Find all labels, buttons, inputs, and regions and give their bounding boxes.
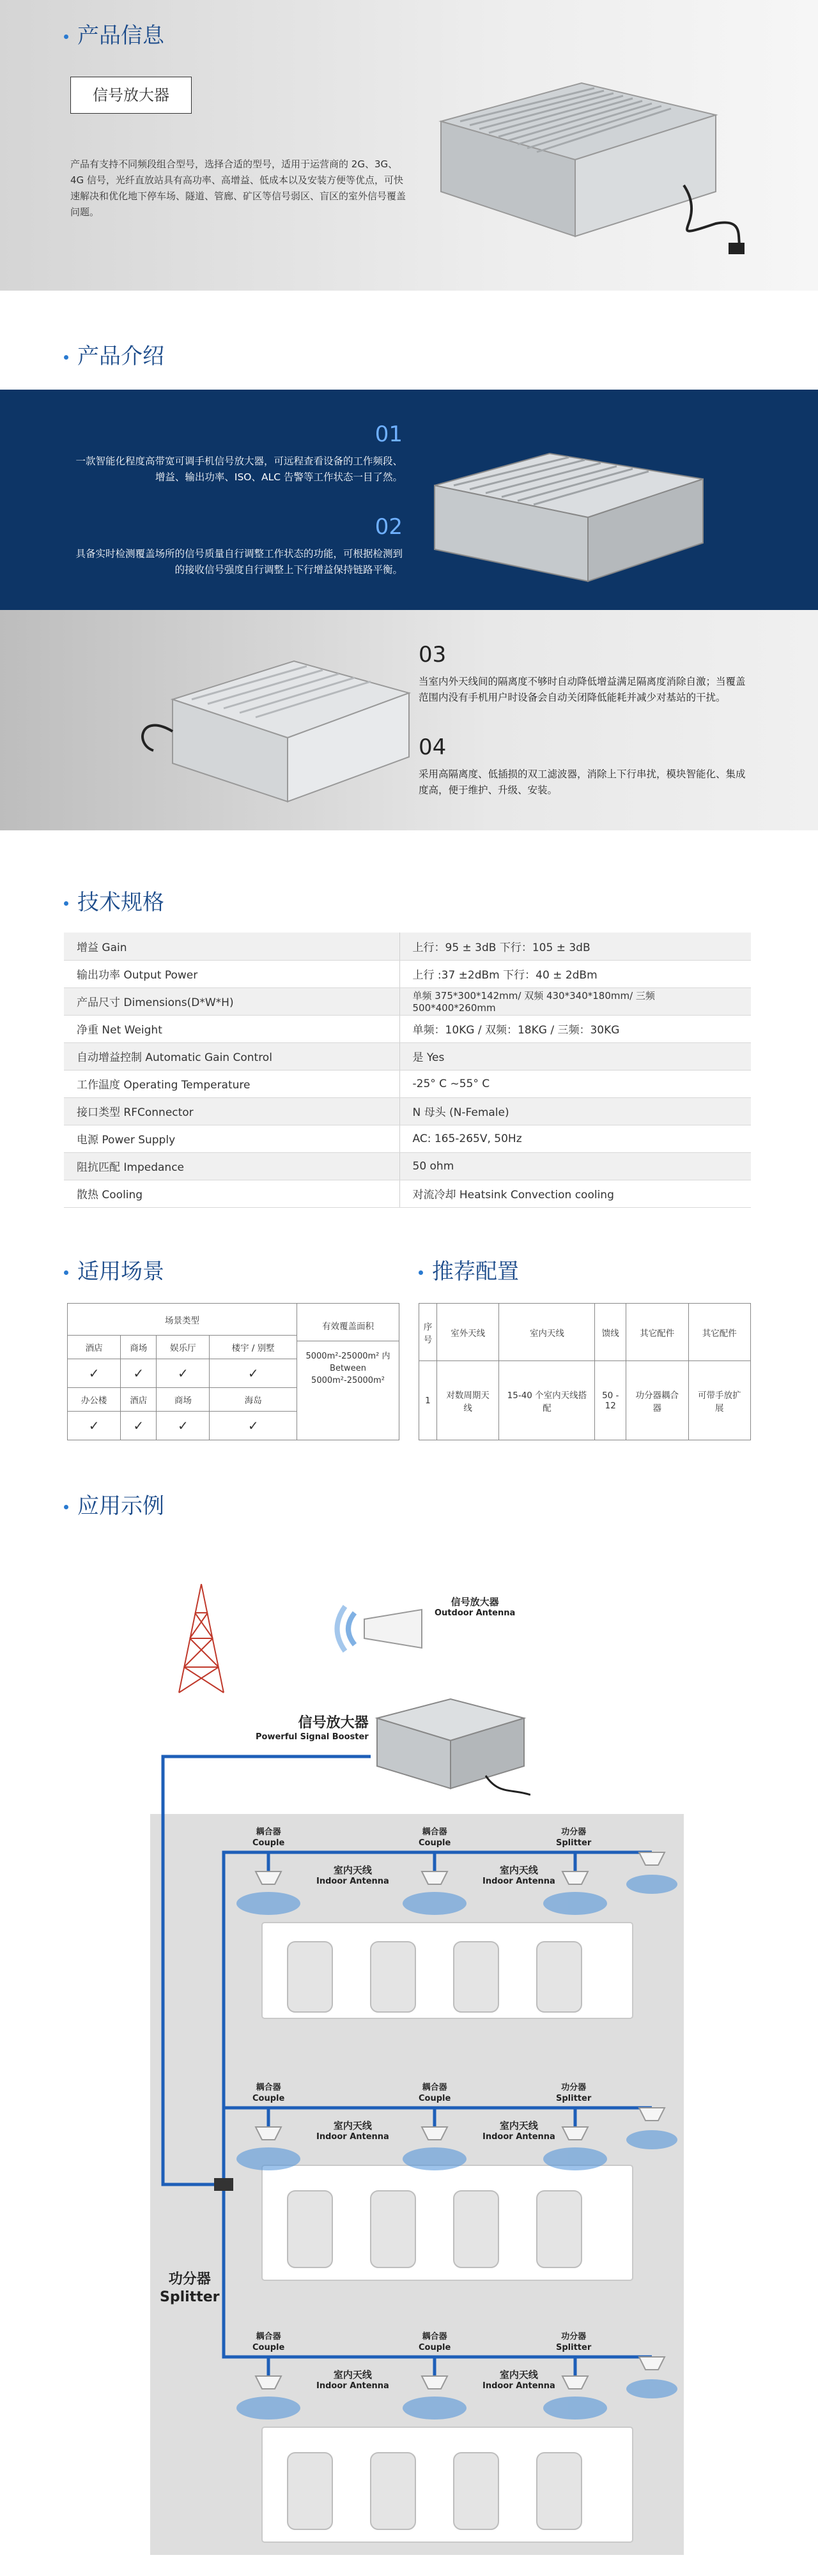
section-title: 适用场景 [64,1254,164,1285]
feature-text: 采用高隔离度、低插损的双工滤波器，消除上下行串扰，模块智能化、集成度高，便于维护、升级、安装。 [419,768,746,796]
indoor-antenna-label: 室内天线 Indoor Antenna [482,1864,555,1886]
coupler-label: 耦合器 Couple [252,1827,285,1848]
table-row: 输出功率 Output Power 上行 :37 ±2dBm 下行：40 ± 2dBm [64,960,751,987]
booster-device-image [415,32,748,268]
indoor-antenna-label: 室内天线 Indoor Antenna [316,2120,389,2142]
booster-device-image [422,434,722,588]
bullet-icon [64,1505,68,1509]
indoor-antenna-label: 室内天线 Indoor Antenna [482,2369,555,2391]
outdoor-antenna-label: 信号放大器 Outdoor Antenna [435,1596,516,1618]
bullet-icon [64,355,68,360]
check-icon: ✓ [157,1359,210,1388]
section-title: 技术规格 [64,885,164,916]
bullet-icon [64,901,68,906]
coupler-label: 耦合器 Couple [252,2332,285,2352]
bullet-icon [419,1270,423,1275]
section-title: 应用示例 [64,1488,164,1520]
check-icon: ✓ [68,1412,121,1440]
feature-text: 一款智能化程度高带宽可调手机信号放大器，可远程查看设备的工作频段、增益、输出功率、ISO、ALC 告警等工作状态一目了然。 [75,455,403,483]
main-splitter-label: 功分器 Splitter [160,2271,220,2305]
feature-text: 具备实时检测覆盖场所的信号质量自行调整工作状态的功能，可根据检测到的接收信号强度自行调整上下行增益保持链路平衡。 [75,548,403,575]
config-table: 序号 室外天线 室内天线 馈线 其它配件 其它配件 1 对数周期天线 15-40 个室内天线搭配 50 - 12 功分器耦合器 可带手放扩展 [419,1303,751,1440]
indoor-antenna-label: 室内天线 Indoor Antenna [482,2120,555,2142]
scene-table: 场景类型 有效覆盖面积 5000m²-25000m² 内 Between 5000m²-25000m² 酒店 商场 娱乐厅 楼宇 / 别墅 ✓ ✓ ✓ ✓ 办公楼 酒店 商场 海岛 ✓ ✓ ✓ ✓ [67,1303,399,1440]
splitter-label: 功分器 Splitter [556,2083,592,2103]
booster-label: 信号放大器 Powerful Signal Booster [256,1715,369,1742]
application-diagram [0,1546,818,2576]
spec-table [64,933,751,1208]
check-icon: ✓ [157,1412,210,1440]
feature-number: 01 [374,422,403,447]
booster-device-image [134,636,422,808]
check-icon: ✓ [121,1412,157,1440]
product-info-section [0,0,818,291]
splitter-label: 功分器 Splitter [556,1827,592,1848]
coupler-label: 耦合器 Couple [419,1827,451,1848]
feature-number: 03 [419,642,447,667]
coupler-label: 耦合器 Couple [419,2083,451,2103]
table-row: 产品尺寸 Dimensions(D*W*H) 单频 375*300*142mm/ 双频 430*340*180mm/ 三频 500*400*260mm [64,987,751,1015]
table-row: 净重 Net Weight 单频：10KG / 双频：18KG / 三频：30KG [64,1015,751,1042]
table-row: 增益 Gain 上行：95 ± 3dB 下行：105 ± 3dB [64,933,751,960]
feature-number: 02 [374,514,403,540]
section-title: 产品信息 [64,18,164,49]
bullet-icon [64,34,68,39]
coupler-label: 耦合器 Couple [252,2083,285,2103]
feature-panel-light [0,610,818,830]
table-row: 工作温度 Operating Temperature -25° C ~55° C [64,1070,751,1097]
feature-number: 04 [419,735,447,760]
feature-panel-dark [0,390,818,610]
bullet-icon [64,1270,68,1275]
indoor-antenna-label: 室内天线 Indoor Antenna [316,1864,389,1886]
table-row: 散热 Cooling 对流冷却 Heatsink Convection cooling [64,1180,751,1207]
feature-text: 当室内外天线间的隔离度不够时自动降低增益满足隔离度消除自激；当覆盖范围内没有手机用户时设备会自动关闭降低能耗并减少对基站的干扰。 [419,676,746,703]
table-row: 电源 Power Supply AC: 165-265V, 50Hz [64,1125,751,1152]
section-title: 推荐配置 [419,1254,519,1285]
check-icon: ✓ [210,1412,297,1440]
section-title: 产品介绍 [64,339,164,370]
table-row: 阻抗匹配 Impedance 50 ohm [64,1152,751,1180]
table-row: 接口类型 RFConnector N 母头 (N-Female) [64,1097,751,1125]
coupler-label: 耦合器 Couple [419,2332,451,2352]
check-icon: ✓ [210,1359,297,1388]
product-name-box: 信号放大器 [70,77,192,114]
product-description: 产品有支持不同频段组合型号，选择合适的型号，适用于运营商的 2G、3G、4G 信号，光纤直放站具有高功率、高增益、低成本以及安装方便等优点，可快速解决和优化地下停车场、隧道、管廊、矿区等信号弱区、盲区的室外信号覆盖问题。 [70,158,406,218]
cable-lines [0,1546,818,2576]
indoor-antenna-label: 室内天线 Indoor Antenna [316,2369,389,2391]
check-icon: ✓ [68,1359,121,1388]
splitter-label: 功分器 Splitter [556,2332,592,2352]
table-row: 自动增益控制 Automatic Gain Control 是 Yes [64,1042,751,1070]
check-icon: ✓ [121,1359,157,1388]
